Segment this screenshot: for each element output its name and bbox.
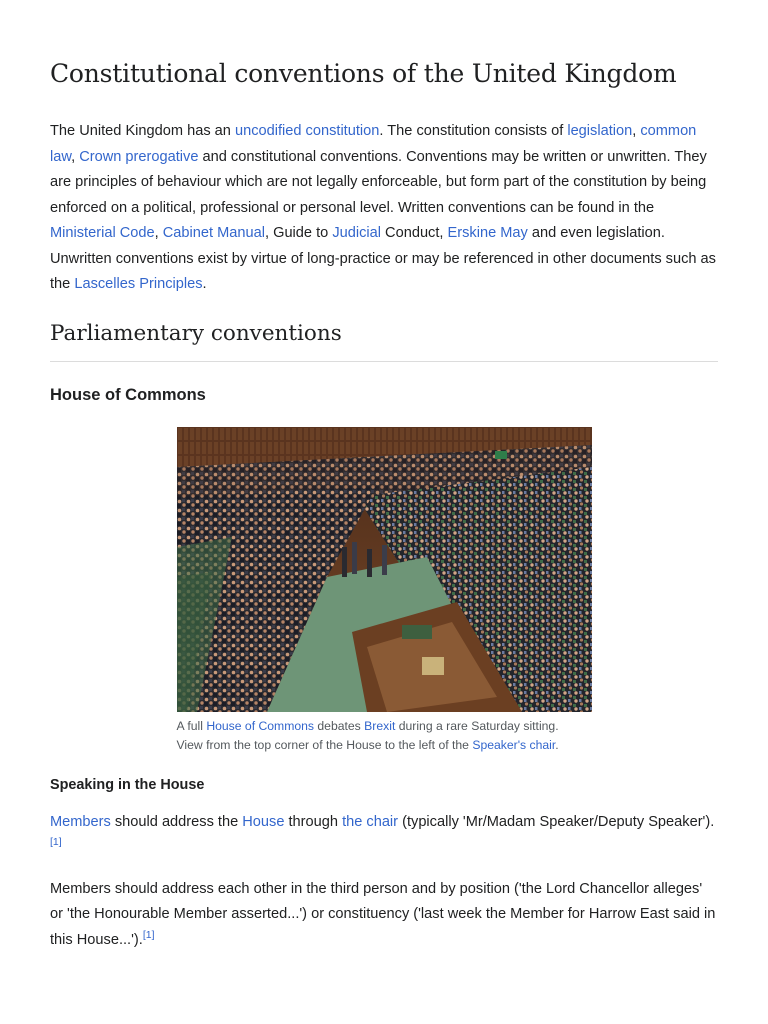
intro-paragraph: The United Kingdom has an uncodified constitution. The constitution consists of legislation, common law, Crown prerogative and constitutional conventions. Conventions may be written or unwritten. They are principles of behaviour which are not legally enforceable, but form part of the constitution by being enforced on a political, professional or personal level. Written conventions can be found in the Ministerial Code, Cabinet Manual, Guide to Judicial Conduct, Erskine May and even legislation. Unwritten conventions exist by virtue of long-practice or may be referenced in other documents such as the Lascelles Principles. — [50, 123, 716, 292]
paragraph-address-the-chair: Members should address the House through the chair (typically 'Mr/Madam Speaker/Deputy Speaker').[1] — [50, 813, 715, 848]
link-members[interactable]: Members — [50, 813, 111, 830]
page-title: Constitutional conventions of the United Kingdom — [50, 59, 677, 88]
subsection-heading-house-of-commons: House of Commons — [50, 385, 206, 404]
caption-link-house-of-commons[interactable]: House of Commons — [206, 718, 315, 733]
figure-caption: A full House of Commons debates Brexit during a rare Saturday sitting. View from the top corner of the House to the left of the Speaker's chair. — [176, 718, 559, 752]
house-of-commons-photo[interactable] — [177, 427, 592, 712]
link-crown-prerogative[interactable]: Crown prerogative — [79, 148, 199, 165]
link-judicial[interactable]: Judicial — [332, 225, 381, 241]
section-heading-parliamentary-conventions: Parliamentary conventions — [50, 320, 718, 362]
link-legislation[interactable]: legislation — [567, 123, 633, 139]
link-common-law[interactable]: common law — [50, 123, 697, 165]
reference-link-1-second[interactable]: [1] — [142, 928, 155, 941]
link-the-chair[interactable]: the chair — [342, 813, 399, 830]
heading-speaking-in-the-house: Speaking in the House — [50, 776, 205, 793]
link-cabinet-manual[interactable]: Cabinet Manual — [162, 225, 265, 241]
reference-link-1[interactable]: [1] — [50, 836, 62, 848]
link-house[interactable]: House — [242, 813, 285, 830]
caption-link-brexit[interactable]: Brexit — [364, 718, 396, 733]
link-lascelles-principles[interactable]: Lascelles Principles — [74, 276, 203, 292]
link-uncodified-constitution[interactable]: uncodified constitution — [234, 123, 380, 139]
figure-house-of-commons — [177, 427, 592, 756]
paragraph-third-person: Members should address each other in the third person and by position ('the Lord Chancellor alleges' or 'the Honourable Member asserted...') or constituency ('last week the Member for Harrow East said in this House...').[1] — [50, 880, 716, 948]
link-ministerial-code[interactable]: Ministerial Code — [50, 225, 155, 241]
link-erskine-may[interactable]: Erskine May — [447, 225, 528, 241]
caption-link-speakers-chair[interactable]: Speaker's chair — [472, 738, 556, 752]
